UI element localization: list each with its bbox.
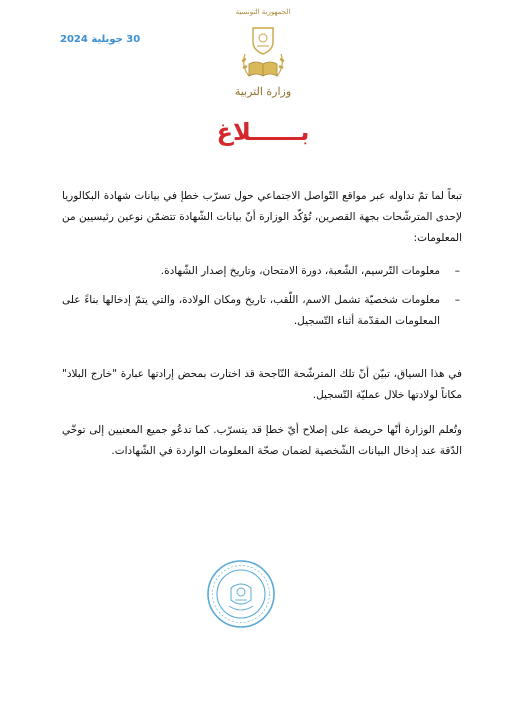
document-body	[62, 186, 462, 462]
intro-paragraph: تبعاً لما تمّ تداوله عبر مواقع التّواصل الاجتماعي حول تسرّب خطإ في بيانات شهادة البكالوريا لإحدى المترشّحات بجهة القصرين، تُؤكّد الوزارة أنّ بيانات الشّهادة تتضمّن نوعين رئيسيين من المعلومات:	[62, 190, 462, 244]
official-seal-icon	[205, 558, 277, 630]
closing-paragraph: وتُعلم الوزارة أنّها حريصة على إصلاح أيّ خطإ قد يتسرّب. كما تدعُو جميع المعنيين إلى توخّي الدّقة عند إدخال البيانات الشّخصية لضمان صحّة المعلومات الواردة في الشّهادات.	[62, 424, 462, 457]
info-list	[62, 261, 462, 332]
document-title: بــــــلاغ	[216, 118, 310, 146]
ministry-emblem-icon	[235, 24, 291, 86]
republic-title: الجمهورية التونسية	[235, 8, 291, 16]
ministry-header	[215, 8, 311, 108]
list-item: – معلومات شخصيّة تشمل الاسم، اللّقب، تاريخ ومكان الولادة، والتي يتمّ إدخالها بناءً على المعلومات المقدّمة أثناء التّسجيل.	[62, 290, 462, 332]
ministry-name: وزارة التربية	[234, 85, 292, 98]
document-date: 30 جويلية 2024	[60, 34, 141, 45]
context-paragraph: في هذا السياق، تبيّن أنّ تلك المترشّحة النّاجحة قد اختارت بمحض إرادتها عبارة "خارج البلاد" مكاناً لولادتها خلال عمليّة التّسجيل.	[62, 368, 462, 401]
list-item: – معلومات التّرسيم، الشّعبة، دورة الامتحان، وتاريخ إصدار الشّهادة.	[62, 261, 462, 282]
